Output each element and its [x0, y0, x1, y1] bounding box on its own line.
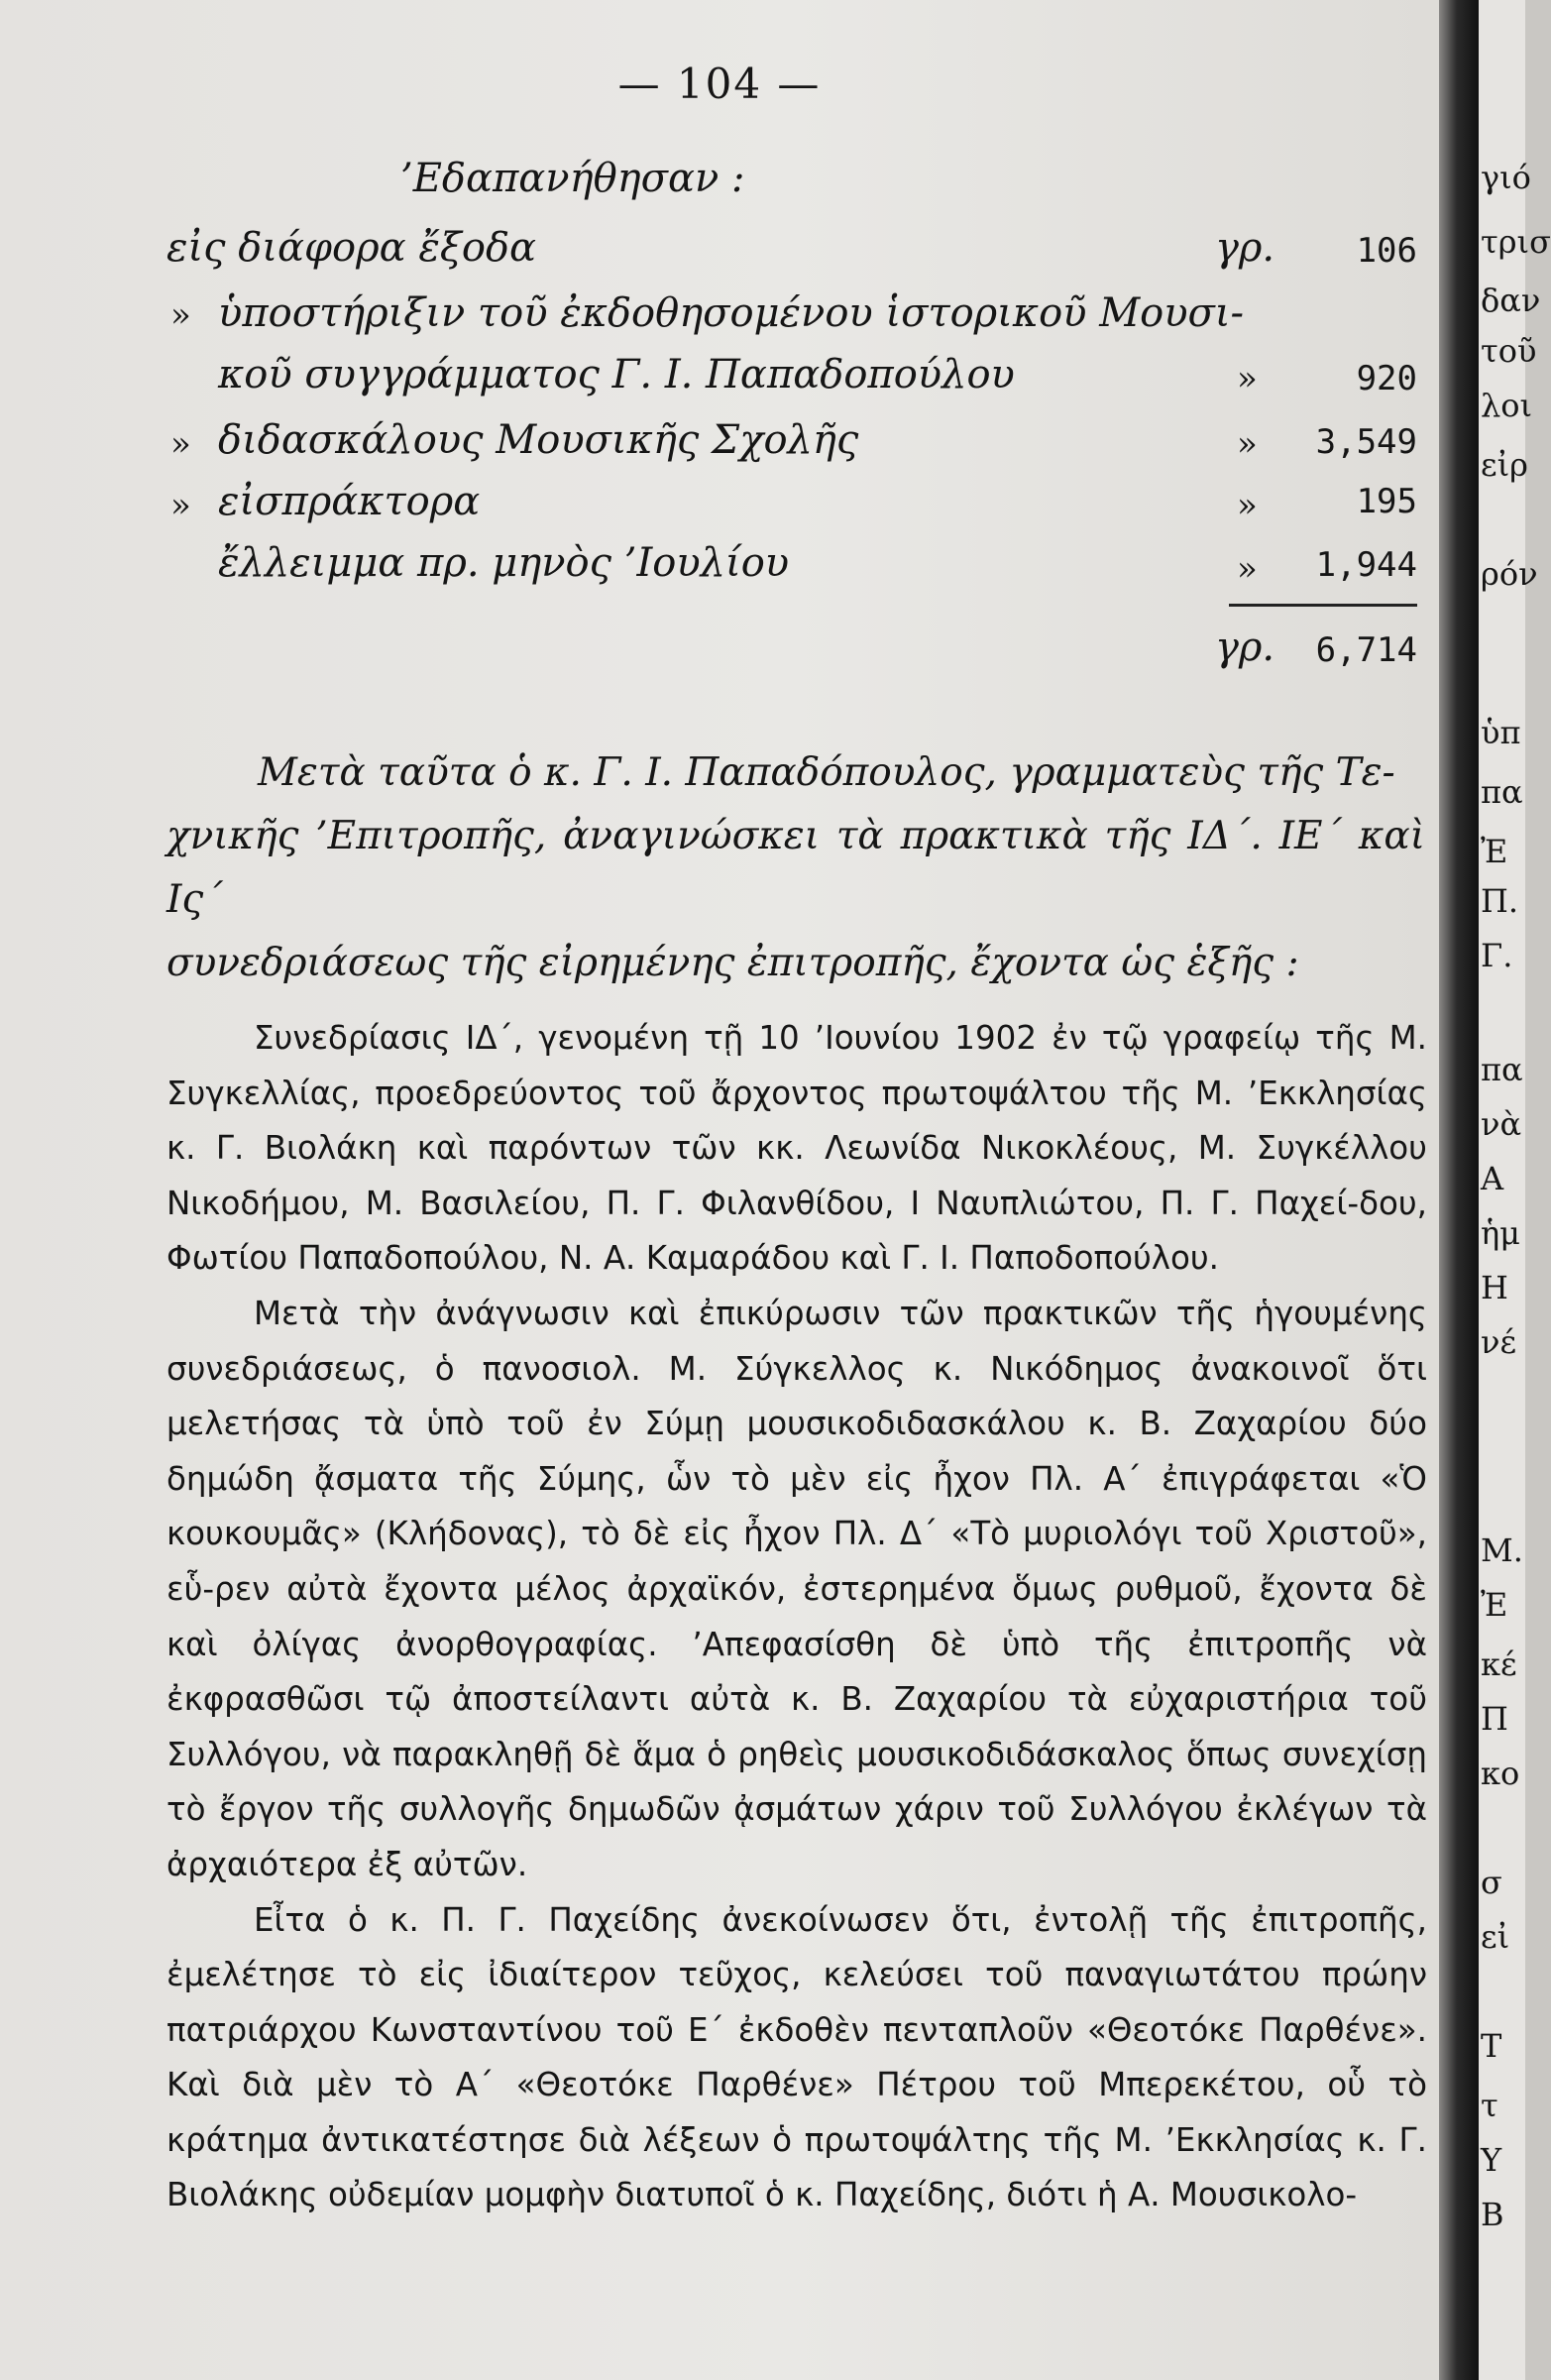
intro-paragraph	[166, 741, 1425, 995]
expenses-heading: ’Εδαπανήθησαν :	[400, 156, 745, 201]
total-amount: 6,714	[1315, 630, 1417, 670]
minutes-paragraph: Μετὰ τὴν ἀνάγνωσιν καὶ ἐπικύρωσιν τῶν πρακτικῶν τῆς ἡγουμένης συνεδριάσεως, ὁ πανοσιολ. Μ. Σύγκελλος κ. Νικόδημος ἀνακοινοῖ ὅτι μελετήσας τὰ ὑπὸ τοῦ ἐν Σύμῃ μουσικοδιδασκάλου κ. Β. Ζαχαρίου δύο δημώδη ᾄσματα τῆς Σύμης, ὧν τὸ μὲν εἰς ἦχον Πλ. Α΄ ἐπιγράφεται «Ὁ κουκουμᾶς» (Κλήδονας), τὸ δὲ εἰς ἦχον Πλ. Δ΄ «Τὸ μυριολόγι τοῦ Χριστοῦ», εὗ-ρεν αὐτὰ ἔχοντα μέλος ἀρχαϊκόν, ἐστερημένα ὅμως ρυθμοῦ, ἔχοντα δὲ καὶ ὀλίγας ἀνορθογραφίας. ’Απεφασίσθη δὲ ὑπὸ τῆς ἐπιτροπῆς νὰ ἐκφρασθῶσι τῷ ἀποστείλαντι αὐτὰ κ. Β. Ζαχαρίου τὰ εὐχαριστήρια τοῦ Συλλόγου, νὰ παρακληθῇ δὲ ἅμα ὁ ρηθεὶς μουσικοδιδάσκαλος ὅπως συνεχίσῃ τὸ ἔργον τῆς συλλογῆς δημωδῶν ᾀσμάτων χάριν τοῦ Συλλόγου ἐκλέγων τὰ ἀρχαιότερα ἐξ αὐτῶν.	[166, 1294, 1427, 1883]
total-currency: γρ.	[1215, 624, 1275, 670]
intro-line: χνικῆς ’Επιτροπῆς, ἀναγινώσκει τὰ πρακτικὰ τῆς ΙΔ΄. ΙΕ΄ καὶ Ις΄	[166, 814, 1425, 922]
ditto-mark: »	[1237, 549, 1258, 589]
adjacent-fragment: Α	[1481, 1160, 1504, 1197]
adjacent-fragment: πα	[1481, 1051, 1523, 1088]
intro-line: συνεδριάσεως τῆς εἰρημένης ἐπιτροπῆς, ἔχοντα ὡς ἑξῆς :	[166, 941, 1299, 985]
adjacent-fragment: Ἐ	[1481, 1586, 1508, 1624]
adjacent-fragment: κο	[1481, 1755, 1520, 1792]
ditto-mark: »	[1237, 424, 1258, 464]
adjacent-fragment: Υ	[1481, 2141, 1502, 2179]
adjacent-fragment: τρισ	[1481, 223, 1551, 261]
adjacent-page-edge	[1479, 0, 1551, 2380]
adjacent-fragment: Β	[1481, 2196, 1504, 2233]
adjacent-fragment: Π.	[1481, 882, 1519, 920]
ditto-mark: »	[170, 486, 191, 525]
expense-row-currency: γρ.	[1215, 225, 1275, 271]
expense-row-label: κοῦ συγγράμματος Γ. Ι. Παπαδοπούλου	[218, 352, 1015, 397]
expense-row-label: εἰς διάφορα ἔξοδα	[166, 225, 537, 271]
minutes-text	[166, 1011, 1427, 2223]
expense-row-label: διδασκάλους Μουσικῆς Σχολῆς	[218, 417, 859, 463]
adjacent-fragment: ὑπ	[1481, 714, 1521, 751]
ditto-mark: »	[1237, 359, 1258, 398]
expense-row-amount: 195	[1356, 482, 1417, 521]
adjacent-fragment: νὰ	[1481, 1105, 1522, 1143]
adjacent-fragment: Μ.	[1481, 1531, 1523, 1569]
expense-row-amount: 1,944	[1315, 545, 1417, 585]
expense-row-amount: 920	[1356, 359, 1417, 398]
ditto-mark: »	[170, 295, 191, 335]
adjacent-fragment: ἡμ	[1481, 1214, 1520, 1252]
minutes-paragraph: Εἶτα ὁ κ. Π. Γ. Παχείδης ἀνεκοίνωσεν ὅτι, ἐντολῇ τῆς ἐπιτροπῆς, ἐμελέτησε τὸ εἰς ἰδιαίτερον τεῦχος, κελεύσει τοῦ παναγιωτάτου πρώην πατριάρχου Κωνσταντίνου τοῦ Ε΄ ἐκδοθὲν πενταπλοῦν «Θεοτόκε Παρθένε». Καὶ διὰ μὲν τὸ Α΄ «Θεοτόκε Παρθένε» Πέτρου τοῦ Μπερεκέτου, οὗ τὸ κράτημα ἀντικατέστησε διὰ λέξεων ὁ πρωτοψάλτης τῆς Μ. ’Εκκλησίας κ. Γ. Βιολάκης οὐδεμίαν μομφὴν διατυποῖ ὁ κ. Παχείδης, διότι ἡ Α. Μουσικολο-	[166, 1900, 1427, 2214]
expense-row-label: ὑποστήριξιν τοῦ ἐκδοθησομένου ἱστορικοῦ Μουσι-	[218, 290, 1245, 336]
adjacent-fragment: λοι	[1481, 387, 1533, 424]
minutes-paragraph: Συνεδρίασις ΙΔ΄, γενομένη τῇ 10 ’Ιουνίου 1902 ἐν τῷ γραφείῳ τῆς Μ. Συγκελλίας, προεδρεύοντος τοῦ ἄρχοντος πρωτοψάλτου τῆς Μ. ’Εκκλησίας κ. Γ. Βιολάκη καὶ παρόντων τῶν κκ. Λεωνίδα Νικοκλέους, Μ. Συγκέλλου Νικοδήμου, Μ. Βασιλείου, Π. Γ. Φιλανθίδου, Ι Ναυπλιώτου, Π. Γ. Παχεί-δου, Φωτίου Παπαδοπούλου, Ν. Α. Καμαράδου καὶ Γ. Ι. Παποδοπούλου.	[166, 1019, 1427, 1278]
expense-row-label: εἰσπράκτορα	[218, 479, 481, 524]
adjacent-fragment: κέ	[1481, 1645, 1517, 1683]
adjacent-fragment: Π	[1481, 1700, 1508, 1738]
adjacent-fragment: Γ.	[1481, 937, 1513, 974]
adjacent-fragment: Τ	[1481, 2027, 1502, 2065]
expense-row-amount: 106	[1356, 231, 1417, 271]
adjacent-fragment: δαν	[1481, 282, 1541, 319]
page-number: — 104 —	[617, 59, 822, 108]
adjacent-fragment: Ἐ	[1481, 833, 1508, 870]
adjacent-fragment: νέ	[1481, 1323, 1517, 1361]
ditto-mark: »	[1237, 486, 1258, 525]
expense-row-label: ἔλλειμμα πρ. μηνὸς ’Ιουλίου	[218, 540, 790, 586]
expense-row-amount: 3,549	[1315, 422, 1417, 462]
ditto-mark: »	[170, 424, 191, 464]
adjacent-fragment: τοῦ	[1481, 332, 1537, 370]
adjacent-fragment: εἰρ	[1481, 446, 1528, 484]
book-gutter	[1439, 0, 1479, 2380]
total-rule	[1229, 604, 1417, 607]
adjacent-fragment: γιό	[1481, 159, 1531, 196]
adjacent-fragment: σ	[1481, 1864, 1502, 1901]
adjacent-fragment: Η	[1481, 1269, 1508, 1306]
intro-line: Μετὰ ταῦτα ὁ κ. Γ. Ι. Παπαδόπουλος, γραμματεὺς τῆς Τε-	[258, 750, 1395, 795]
adjacent-fragment: πα	[1481, 773, 1523, 811]
adjacent-fragment: τ	[1481, 2087, 1498, 2124]
adjacent-fragment: εἰ	[1481, 1918, 1510, 1956]
adjacent-fragment: ρόν	[1481, 555, 1538, 593]
